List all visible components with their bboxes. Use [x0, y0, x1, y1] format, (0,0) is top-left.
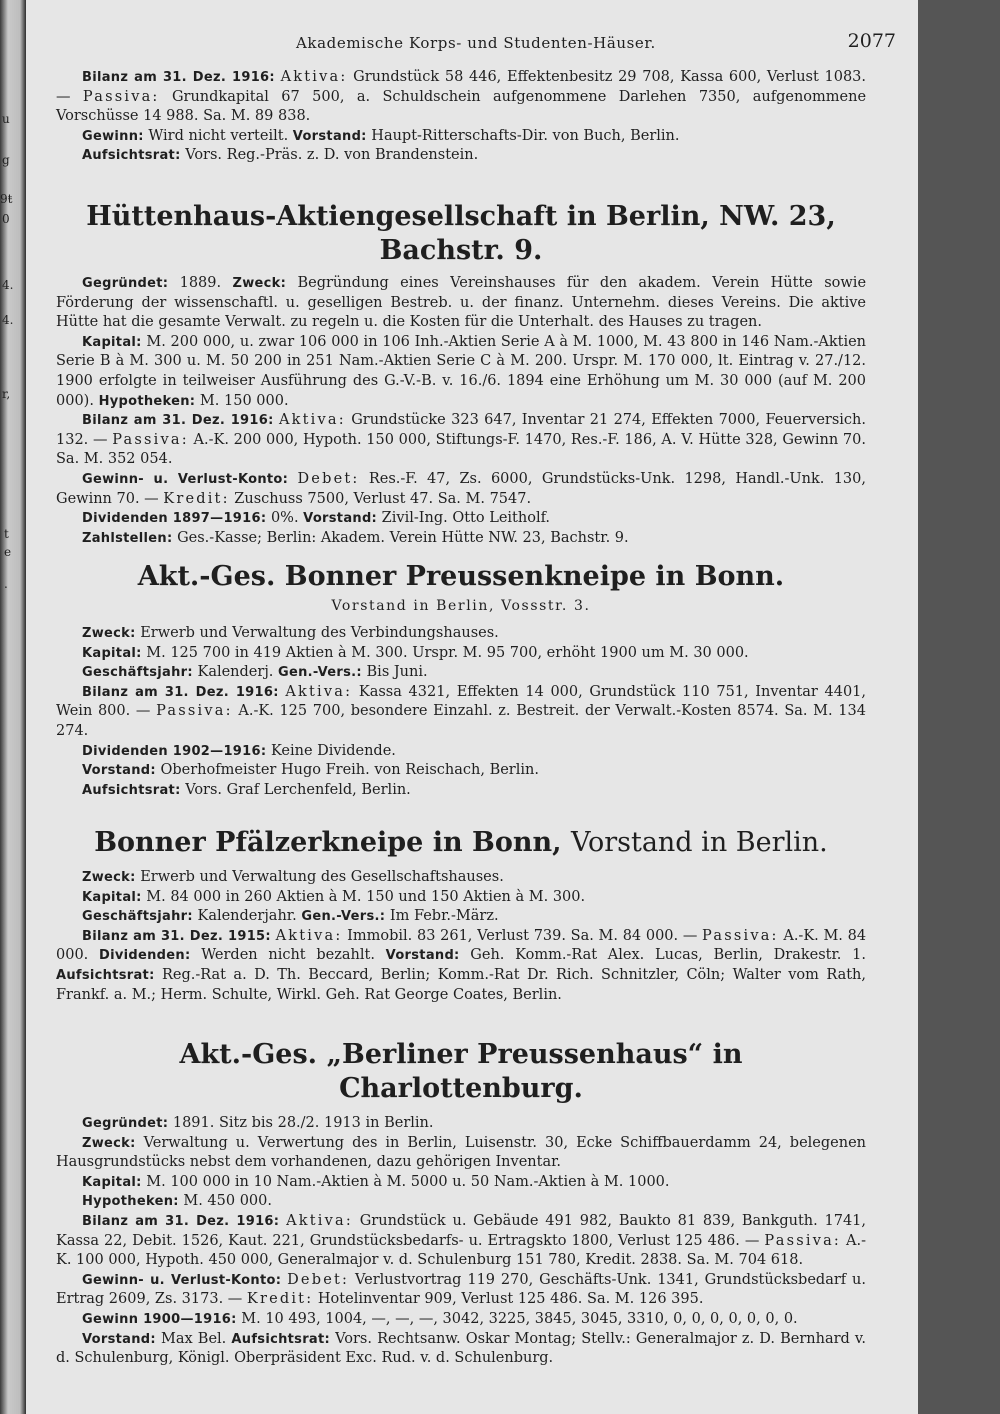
running-title: Akademische Korps- und Studenten-Häuser. — [296, 34, 656, 52]
company-title: Akt.-Ges. „Berliner Preussenhaus“ in Charlottenburg. — [179, 1039, 743, 1104]
company-entry-berliner-preussenhaus — [56, 1038, 866, 1369]
business-year: Geschäftsjahr: Kalenderjahr. Gen.-Vers.: Im Febr.-März. — [82, 908, 499, 925]
margin-fragment: g — [2, 153, 10, 167]
profit-loss: Gewinn- u. Verlust-Konto: Debet: Res.-F. 47, Zs. 6000, Grundstücks-Unk. 1298, Handl.-Unk. 130, Gewinn 70. — Kredit: Zuschuss 7500, Verlust 47. Sa. M. 7547. — [56, 470, 866, 507]
balance-sheet: Bilanz am 31. Dez. 1916: Aktiva: Grundstücke 323 647, Inventar 21 274, Effekten 7000, Feuerversich. 132. — Passiva: A.-K. 200 000, Hypoth. 150 000, Stiftungs-F. 1470, Res.-F. 186, A. V. Hütte 328, Gewinn 70. Sa. M. 352 054. — [56, 412, 867, 468]
margin-fragment: 4. — [2, 278, 14, 292]
balance-sheet: Bilanz am 31. Dez. 1916: Aktiva: Kassa 4321, Effekten 14 000, Grundstück 110 751, Inventar 4401, Wein 800. — Passiva: A.-K. 125 700, besondere Einzahl. z. Bestreit. der Verwalt.-Kosten 8574. Sa. M. 134 274. — [56, 683, 867, 739]
founded: Gegründet: 1891. Sitz bis 28./2. 1913 in Berlin. — [82, 1115, 434, 1131]
margin-fragment: t — [4, 527, 9, 541]
company-entry-bonner-pfaelzerkneipe — [56, 826, 866, 1005]
balance-sheet: Bilanz am 31. Dez. 1915: Aktiva: Immobil. 83 261, Verlust 739. Sa. M. 84 000. — Passiva: A.-K. M. 84 000. Dividenden: Werden nicht bezahlt. Vorstand: Geh. Komm.-Rat Alex. Lucas, Berlin, Drakestr. 1. Aufsichtsrat: Reg.-Rat a. D. Th. Beccard, Berlin; Komm.-Rat Dr. Rich. Schnitzler, Cöln; Walter vom Rath, Frankf. a. M.; Herm. Schulte, Wirkl. Geh. Rat George Coates, Berlin. — [56, 927, 867, 1003]
capital: Kapital: M. 100 000 in 10 Nam.-Aktien à M. 5000 u. 50 Nam.-Aktien à M. 1000. — [82, 1173, 670, 1190]
page-number: 2077 — [847, 30, 896, 52]
scan-background — [918, 0, 1000, 1414]
margin-fragment: . — [4, 577, 8, 591]
purpose: Zweck: Verwaltung u. Verwertung des in Berlin, Luisenstr. 30, Ecke Schiffbauerdamm 24, belegenen Hausgrundstücks nebst dem vorhandenen, dazu gehörigen Inventar. — [56, 1134, 866, 1171]
balance-line: Bilanz am 31. Dez. 1916: Aktiva: Grundstück 58 446, Effektenbesitz 29 708, Kassa 600, Verlust 1083. — Passiva: Grundkapital 67 500, a. Schuldschein aufgenommene Darlehen 7350, aufgenommene Vorschüsse 14 988. Sa. M. 89 838. — [56, 69, 867, 125]
margin-fragment: 0 — [2, 212, 10, 226]
mortgages: Hypotheken: M. 450 000. — [82, 1193, 272, 1210]
page-header — [86, 30, 906, 56]
founded-purpose: Gegründet: 1889. Zweck: Begründung eines Vereinshauses für den akadem. Verein Hütte sowie Förderung der wissenschaftl. u. geselligen Bestreb. u. der finanz. Unternehm. dieses Vereins. Die aktive Hütte hat die gesamte Verwalt. zu regeln u. die Kosten für die Unterhalt. des Hauses zu tragen. — [56, 275, 867, 331]
dividends-board: Dividenden 1897—1916: 0%. Vorstand: Zivil-Ing. Otto Leitholf. — [82, 510, 551, 527]
company-subtitle: Vorstand in Berlin, Vossstr. 3. — [331, 598, 591, 614]
paying-agents: Zahlstellen: Ges.-Kasse; Berlin: Akadem. Verein Hütte NW. 23, Bachstr. 9. — [82, 529, 629, 546]
margin-fragment: e — [4, 545, 12, 559]
company-entry-bonner-preussenkneipe — [56, 560, 866, 800]
purpose: Zweck: Erwerb und Verwaltung des Verbindungshauses. — [82, 625, 499, 641]
capital: Kapital: M. 84 000 in 260 Aktien à M. 150 und 150 Aktien à M. 300. — [82, 888, 586, 905]
company-entry-huettenhaus — [56, 200, 866, 548]
profit-loss: Gewinn- u. Verlust-Konto: Debet: Verlustvortrag 119 270, Geschäfts-Unk. 1341, Grundstücksbedarf u. Ertrag 2609, Zs. 3173. — Kredit: Hotelinventar 909, Verlust 125 486. Sa. M. 126 395. — [56, 1271, 866, 1308]
profits-history: Gewinn 1900—1916: M. 10 493, 1004, —, —, —, 3042, 3225, 3845, 3045, 3310, 0, 0, 0, 0, 0, 0, 0. — [82, 1310, 798, 1327]
margin-fragment: u — [2, 112, 10, 126]
company-title: Hüttenhaus-Aktiengesellschaft in Berlin, NW. 23, Bachstr. 9. — [86, 201, 836, 266]
book-binding-edge — [0, 0, 26, 1414]
dividends: Dividenden 1902—1916: Keine Dividende. — [82, 742, 396, 759]
margin-fragment: r, — [2, 387, 11, 401]
entry-continuation — [56, 68, 866, 166]
balance-sheet: Bilanz am 31. Dez. 1916: Aktiva: Grundstück u. Gebäude 491 982, Baukto 81 839, Bankguth. 1741, Kassa 22, Debit. 1526, Kaut. 221, Grundstücksbedarfs- u. Ertragskto 1800, Verlust 125 486. — Passiva: A.-K. 100 000, Hypoth. 450 000, Generalmajor v. d. Schulenburg 151 780, Kredit. 2838. Sa. M. 704 618. — [56, 1212, 867, 1269]
margin-fragment: 9ŧ — [0, 192, 13, 206]
board-line: Aufsichtsrat: Vors. Reg.-Präs. z. D. von Brandenstein. — [82, 147, 479, 164]
purpose: Zweck: Erwerb und Verwaltung des Gesellschaftshauses. — [82, 869, 504, 885]
profit-line: Gewinn: Wird nicht verteilt. Vorstand: Haupt-Ritterschafts-Dir. von Buch, Berlin. — [82, 127, 680, 144]
company-title: Bonner Pfälzerkneipe in Bonn, Vorstand in Berlin. — [94, 827, 828, 858]
margin-fragment: 4. — [2, 313, 14, 327]
board-supervisory: Vorstand: Max Bel. Aufsichtsrat: Vors. Rechtsanw. Oskar Montag; Stellv.: Generalmajor z. D. Bernhard v. d. Schulenburg, Königl. Oberpräsident Exc. Rud. v. d. Schulenburg. — [56, 1330, 867, 1367]
capital: Kapital: M. 200 000, u. zwar 106 000 in 106 Inh.-Aktien Serie A à M. 1000, M. 43 800 in 146 Nam.-Aktien Serie B à M. 300 u. M. 50 200 in 251 Nam.-Aktien Serie C à M. 200. Urspr. M. 170 000, lt. Eintrag v. 27./12. 1900 erfolgte in teilweiser Ausführung des G.-V.-B. v. 16./6. 1894 eine Erhöhung um M. 30 000 (auf M. 200 000). Hypotheken: M. 150 000. — [56, 333, 867, 409]
book-page — [26, 0, 918, 1414]
business-year: Geschäftsjahr: Kalenderj. Gen.-Vers.: Bis Juni. — [82, 664, 428, 681]
board: Vorstand: Oberhofmeister Hugo Freih. von Reischach, Berlin. — [82, 762, 539, 779]
company-title: Akt.-Ges. Bonner Preussenkneipe in Bonn. — [137, 561, 785, 592]
capital: Kapital: M. 125 700 in 419 Aktien à M. 300. Urspr. M. 95 700, erhöht 1900 um M. 30 000. — [82, 644, 749, 661]
supervisory-board: Aufsichtsrat: Vors. Graf Lerchenfeld, Berlin. — [82, 781, 411, 798]
